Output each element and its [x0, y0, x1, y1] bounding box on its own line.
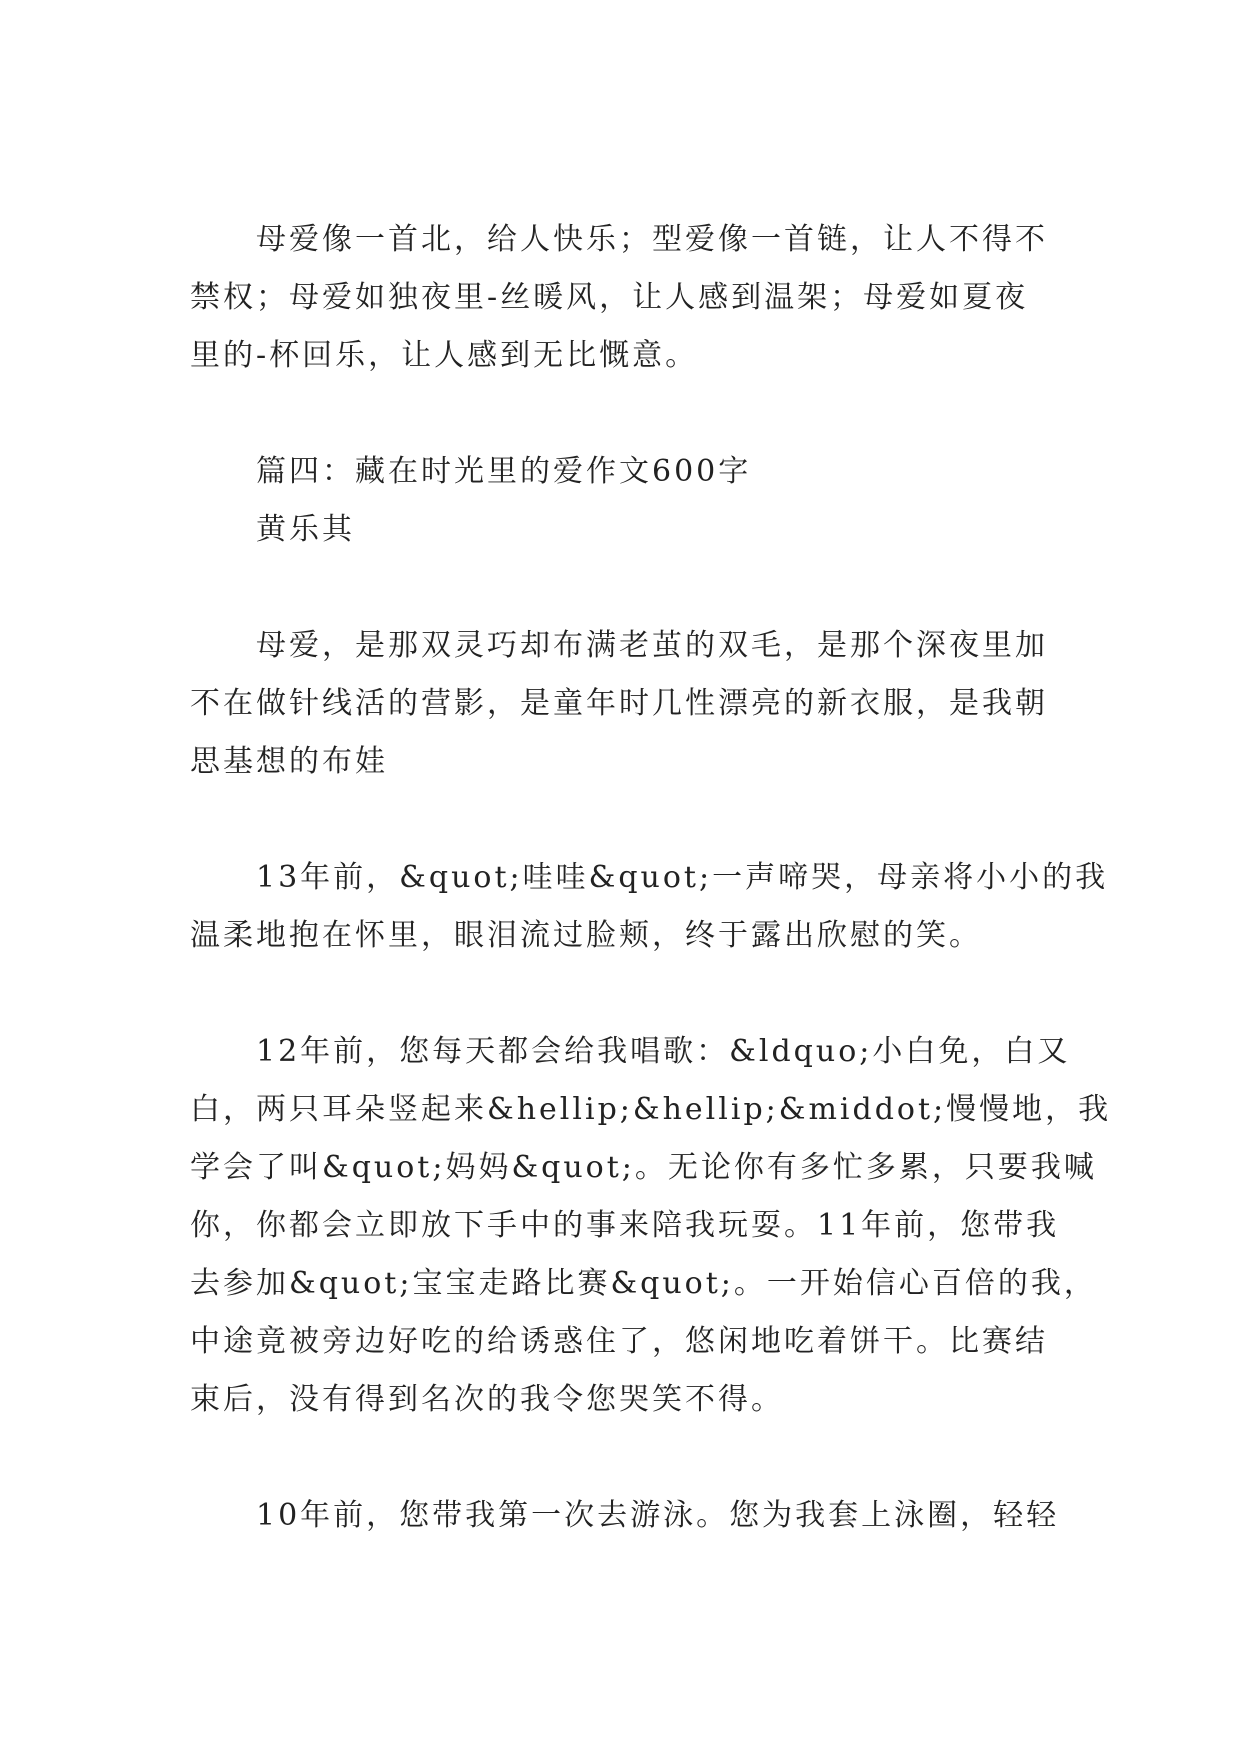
paragraph-3 — [190, 849, 1109, 965]
paragraph-5 — [190, 1487, 1060, 1545]
section-heading — [190, 443, 1060, 559]
text-line: 你，你都会立即放下手中的事来陪我玩耍。11年前，您带我 — [190, 1208, 1060, 1243]
text-line: 母爱，是那双灵巧却布满老茧的双毛，是那个深夜里加 — [256, 628, 1048, 663]
text-line: 束后，没有得到名次的我令您哭笑不得。 — [190, 1382, 784, 1417]
text-line: 10年前，您带我第一次去游泳。您为我套上泳圈，轻轻 — [256, 1498, 1060, 1533]
text-line: 思基想的布娃 — [190, 744, 388, 779]
text-line: 中途竟被旁边好吃的给诱惑住了，悠闲地吃着饼干。比赛结 — [190, 1324, 1048, 1359]
section-title: 篇四：藏在时光里的爱作文600字 — [256, 454, 752, 489]
paragraph-4 — [190, 1023, 1112, 1429]
text-line: 13年前，&quot;哇哇&quot;一声啼哭，母亲将小小的我 — [256, 860, 1109, 895]
text-line: 白，两只耳朵竖起来&hellip;&hellip;&middot;慢慢地，我 — [190, 1092, 1112, 1127]
text-line: 母爱像一首北，给人快乐；型爱像一首链，让人不得不 — [256, 222, 1048, 257]
text-line: 里的-杯回乐，让人感到无比慨意。 — [190, 338, 699, 373]
paragraph-1 — [190, 211, 1060, 385]
paragraph-2 — [190, 617, 1060, 791]
author-name: 黄乐其 — [256, 512, 355, 547]
text-line: 不在做针线活的营影，是童年时几性漂亮的新衣服，是我朝 — [190, 686, 1048, 721]
text-line: 禁权；母爱如独夜里-丝暖风，让人感到温架；母爱如夏夜 — [190, 280, 1029, 315]
text-line: 去参加&quot;宝宝走路比赛&quot;。一开始信心百倍的我， — [190, 1266, 1097, 1301]
text-line: 温柔地抱在怀里，眼泪流过脸颊，终于露出欣慰的笑。 — [190, 918, 982, 953]
text-line: 学会了叫&quot;妈妈&quot;。无论你有多忙多累，只要我喊 — [190, 1150, 1097, 1185]
text-line: 12年前，您每天都会给我唱歌：&ldquo;小白免，白又 — [256, 1034, 1071, 1069]
